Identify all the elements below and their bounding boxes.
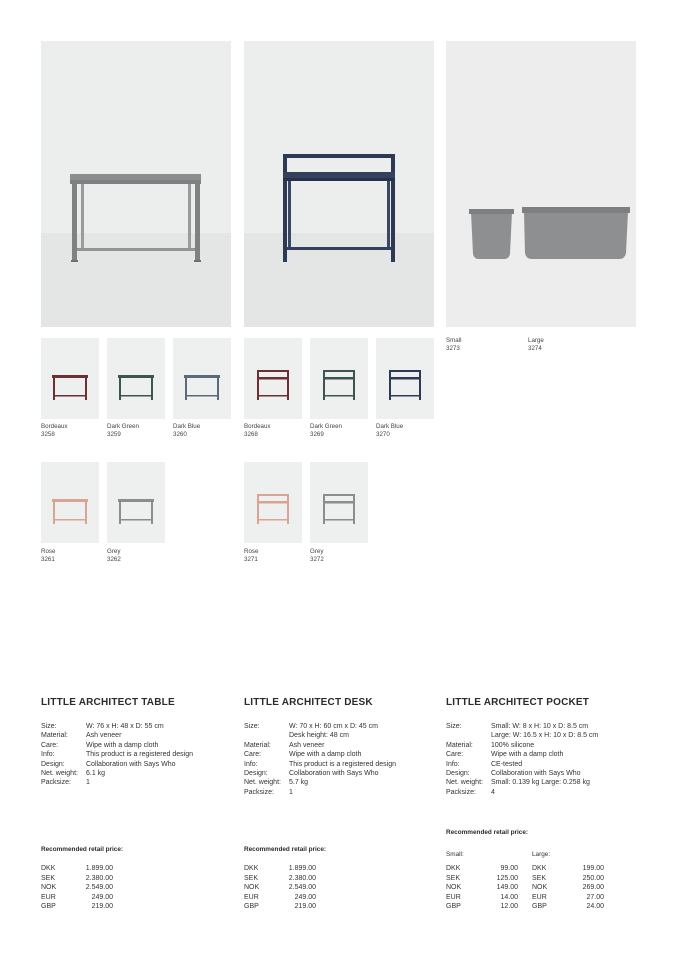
- table-specs: [41, 722, 231, 788]
- spec-value: Small: 0.139 kg Large: 0.258 kg: [491, 779, 590, 787]
- spec-row-weight: [446, 778, 646, 787]
- price-heading-table: Recommended retail price:: [41, 846, 124, 853]
- price-row: [244, 902, 316, 912]
- spec-label: Info:: [244, 760, 258, 768]
- variant-color: Grey: [107, 548, 121, 555]
- variant-color: Rose: [41, 548, 56, 555]
- variant-code: 3262: [107, 555, 121, 563]
- price-row: [41, 883, 113, 893]
- spec-label: Design:: [446, 770, 470, 778]
- price-currency: EUR: [41, 893, 56, 901]
- price-row: [532, 874, 604, 884]
- price-row: [41, 864, 113, 874]
- spec-value: Collaboration with Says Who: [289, 770, 379, 778]
- spec-row-material: [244, 741, 436, 750]
- price-row: [41, 874, 113, 884]
- spec-row-packsize: [446, 788, 646, 797]
- spec-value: Collaboration with Says Who: [491, 770, 581, 778]
- spec-label: Info:: [41, 751, 55, 759]
- spec-row-size: [41, 722, 231, 731]
- price-currency: SEK: [446, 874, 461, 882]
- desk-variant-rose: [244, 548, 258, 563]
- variant-color: Dark Green: [107, 423, 139, 430]
- spec-row-material: [41, 731, 231, 740]
- spec-row-size: [446, 722, 646, 741]
- price-amount: 2.380.00: [288, 874, 316, 882]
- spec-value: 1: [86, 779, 90, 787]
- price-amount: 12.00: [500, 903, 518, 911]
- price-amount: 24.00: [586, 903, 604, 911]
- table-variant-rose: [41, 548, 55, 563]
- price-amount: 125.00: [496, 874, 518, 882]
- spec-value: W: 70 x H: 60 cm x D: 45 cm: [289, 723, 378, 730]
- spec-row-packsize: [244, 788, 436, 797]
- table-variant-dark-blue: [173, 423, 200, 438]
- spec-label: Care:: [446, 751, 464, 759]
- price-currency: DKK: [532, 865, 547, 872]
- spec-value: Large: W: 16.5 x H: 10 x D: 8.5 cm: [491, 732, 599, 740]
- variant-code: 3274: [528, 344, 542, 352]
- variant-color: Dark Blue: [173, 423, 201, 430]
- desk-thumb-bordeaux: [244, 338, 302, 419]
- spec-value: 5.7 kg: [289, 779, 309, 787]
- variant-code: 3273: [446, 344, 460, 352]
- price-row: [41, 893, 113, 903]
- price-currency: DKK: [446, 865, 461, 872]
- pocket-specs: [446, 722, 646, 797]
- price-amount: 1.899.00: [288, 865, 316, 872]
- spec-row-care: [446, 750, 646, 759]
- spec-row-care: [244, 750, 436, 759]
- price-currency: GBP: [41, 903, 56, 911]
- price-list-table: [41, 864, 113, 912]
- spec-label: Care:: [244, 751, 262, 759]
- small-price-label: Small:: [446, 851, 464, 858]
- pocket-hero-image: [446, 41, 636, 327]
- variant-color: Grey: [310, 548, 324, 555]
- spec-row-weight: [41, 769, 231, 778]
- spec-label: Packsize:: [446, 788, 476, 796]
- price-row: [446, 864, 518, 874]
- desk-thumb-dark-blue: [376, 338, 434, 419]
- variant-code: 3260: [173, 430, 187, 438]
- variant-color: Dark Blue: [376, 423, 404, 430]
- spec-row-care: [41, 741, 231, 750]
- variant-code: 3271: [244, 555, 258, 563]
- price-row: [446, 893, 518, 903]
- price-row: [532, 893, 604, 903]
- price-heading-desk: Recommended retail price:: [244, 846, 327, 853]
- price-currency: GBP: [446, 903, 461, 911]
- desk-variant-bordeaux: [244, 423, 271, 438]
- spec-value: 1: [289, 788, 293, 796]
- large-price-label: Large:: [532, 851, 551, 858]
- price-amount: 14.00: [500, 893, 518, 901]
- price-row: [532, 902, 604, 912]
- desk-thumb-dark-green: [310, 338, 368, 419]
- variant-code: 3268: [244, 430, 258, 438]
- price-amount: 149.00: [496, 884, 518, 892]
- price-currency: GBP: [532, 903, 547, 911]
- price-currency: DKK: [41, 865, 56, 872]
- desk-variant-dark-green: [310, 423, 342, 438]
- spec-value: Ash veneer: [86, 732, 122, 740]
- spec-label: Net. weight:: [244, 779, 281, 787]
- price-amount: 1.899.00: [85, 865, 113, 872]
- spec-label: Packsize:: [244, 788, 274, 796]
- price-row: [244, 883, 316, 893]
- product-title-pocket: LITTLE ARCHITECT POCKET: [446, 697, 590, 708]
- spec-label: Size:: [446, 723, 462, 730]
- table-variant-bordeaux: [41, 423, 68, 438]
- price-amount: 269.00: [582, 884, 604, 892]
- price-currency: NOK: [532, 884, 548, 892]
- price-amount: 249.00: [91, 893, 113, 901]
- spec-value: W: 76 x H: 48 x D: 55 cm: [86, 723, 164, 730]
- spec-value: CE-tested: [491, 760, 523, 768]
- spec-label: Material:: [446, 741, 473, 749]
- desk-specs: [244, 722, 436, 797]
- price-amount: 249.00: [294, 893, 316, 901]
- price-amount: 2.549.00: [85, 884, 113, 892]
- price-amount: 2.380.00: [85, 874, 113, 882]
- table-variant-grey: [107, 548, 121, 563]
- table-thumb-bordeaux: [41, 338, 99, 419]
- price-currency: EUR: [532, 893, 547, 901]
- price-amount: 27.00: [586, 893, 604, 901]
- price-row: [532, 883, 604, 893]
- spec-value: Wipe with a damp cloth: [86, 741, 159, 749]
- spec-label: Care:: [41, 741, 59, 749]
- price-row: [446, 883, 518, 893]
- spec-value: Wipe with a damp cloth: [289, 751, 362, 759]
- price-currency: NOK: [244, 884, 260, 892]
- price-currency: EUR: [446, 893, 461, 901]
- spec-row-packsize: [41, 778, 231, 787]
- variant-color: Dark Green: [310, 423, 342, 430]
- price-currency: NOK: [446, 884, 462, 892]
- variant-size: Small: [446, 337, 462, 344]
- spec-label: Material:: [244, 741, 271, 749]
- price-amount: 219.00: [294, 903, 316, 911]
- price-amount: 2.549.00: [288, 884, 316, 892]
- spec-label: Design:: [41, 760, 65, 768]
- pocket-variant-small: [446, 337, 461, 352]
- price-list-desk: [244, 864, 316, 912]
- price-amount: 250.00: [582, 874, 604, 882]
- variant-color: Rose: [244, 548, 259, 555]
- spec-label: Net. weight:: [41, 770, 78, 778]
- spec-label: Net. weight:: [446, 779, 483, 787]
- price-currency: GBP: [244, 903, 259, 911]
- price-row: [244, 874, 316, 884]
- spec-row-design: [244, 769, 436, 778]
- spec-value: Collaboration with Says Who: [86, 760, 176, 768]
- desk-thumb-rose: [244, 462, 302, 543]
- price-row: [244, 893, 316, 903]
- variant-code: 3270: [376, 430, 390, 438]
- desk-variant-grey: [310, 548, 324, 563]
- product-title-desk: LITTLE ARCHITECT DESK: [244, 697, 373, 708]
- price-heading-pocket: Recommended retail price:: [446, 829, 529, 836]
- price-row: [446, 902, 518, 912]
- spec-row-size: [244, 722, 436, 741]
- price-currency: DKK: [244, 865, 259, 872]
- variant-color: Bordeaux: [41, 423, 68, 430]
- price-currency: NOK: [41, 884, 57, 892]
- variant-size: Large: [528, 337, 544, 344]
- price-amount: 219.00: [91, 903, 113, 911]
- desk-variant-dark-blue: [376, 423, 403, 438]
- price-list-pocket-large: [532, 864, 604, 912]
- variant-code: 3261: [41, 555, 55, 563]
- table-thumb-dark-green: [107, 338, 165, 419]
- spec-row-design: [41, 760, 231, 769]
- spec-row-weight: [244, 778, 436, 787]
- price-row: [41, 902, 113, 912]
- spec-label: Size:: [244, 723, 260, 730]
- variant-color: Bordeaux: [244, 423, 271, 430]
- variant-code: 3258: [41, 430, 55, 438]
- spec-row-info: [446, 760, 646, 769]
- spec-row-design: [446, 769, 646, 778]
- table-thumb-dark-blue: [173, 338, 231, 419]
- variant-code: 3272: [310, 555, 324, 563]
- price-amount: 99.00: [500, 865, 518, 872]
- spec-value: Small: W: 8 x H: 10 x D: 8.5 cm: [491, 723, 589, 730]
- variant-code: 3269: [310, 430, 324, 438]
- price-currency: SEK: [41, 874, 56, 882]
- pocket-variant-large: [528, 337, 544, 352]
- spec-label: Packsize:: [41, 779, 71, 787]
- spec-label: Material:: [41, 732, 68, 740]
- spec-value: 4: [491, 788, 495, 796]
- product-title-table: LITTLE ARCHITECT TABLE: [41, 697, 175, 708]
- table-thumb-grey: [107, 462, 165, 543]
- spec-value: 100% silicone: [491, 741, 535, 749]
- price-currency: EUR: [244, 893, 259, 901]
- price-row: [446, 874, 518, 884]
- desk-thumb-grey: [310, 462, 368, 543]
- table-thumb-rose: [41, 462, 99, 543]
- spec-label: Info:: [446, 760, 460, 768]
- spec-value: 6.1 kg: [86, 770, 106, 778]
- price-currency: SEK: [244, 874, 259, 882]
- spec-value: Ash veneer: [289, 741, 325, 749]
- desk-hero-image: [244, 41, 434, 327]
- spec-value: Wipe with a damp cloth: [491, 751, 564, 759]
- price-row: [244, 864, 316, 874]
- spec-value: This product is a registered design: [289, 760, 396, 768]
- spec-value: This product is a registered design: [86, 751, 193, 759]
- table-hero-image: [41, 41, 231, 327]
- variant-code: 3259: [107, 430, 121, 438]
- price-currency: SEK: [532, 874, 547, 882]
- spec-row-info: [244, 760, 436, 769]
- price-row: [532, 864, 604, 874]
- spec-value: Desk height: 48 cm: [289, 732, 349, 740]
- spec-row-info: [41, 750, 231, 759]
- table-variant-dark-green: [107, 423, 139, 438]
- price-list-pocket-small: [446, 864, 518, 912]
- spec-row-material: [446, 741, 646, 750]
- spec-label: Design:: [244, 770, 268, 778]
- price-amount: 199.00: [582, 865, 604, 872]
- spec-label: Size:: [41, 723, 57, 730]
